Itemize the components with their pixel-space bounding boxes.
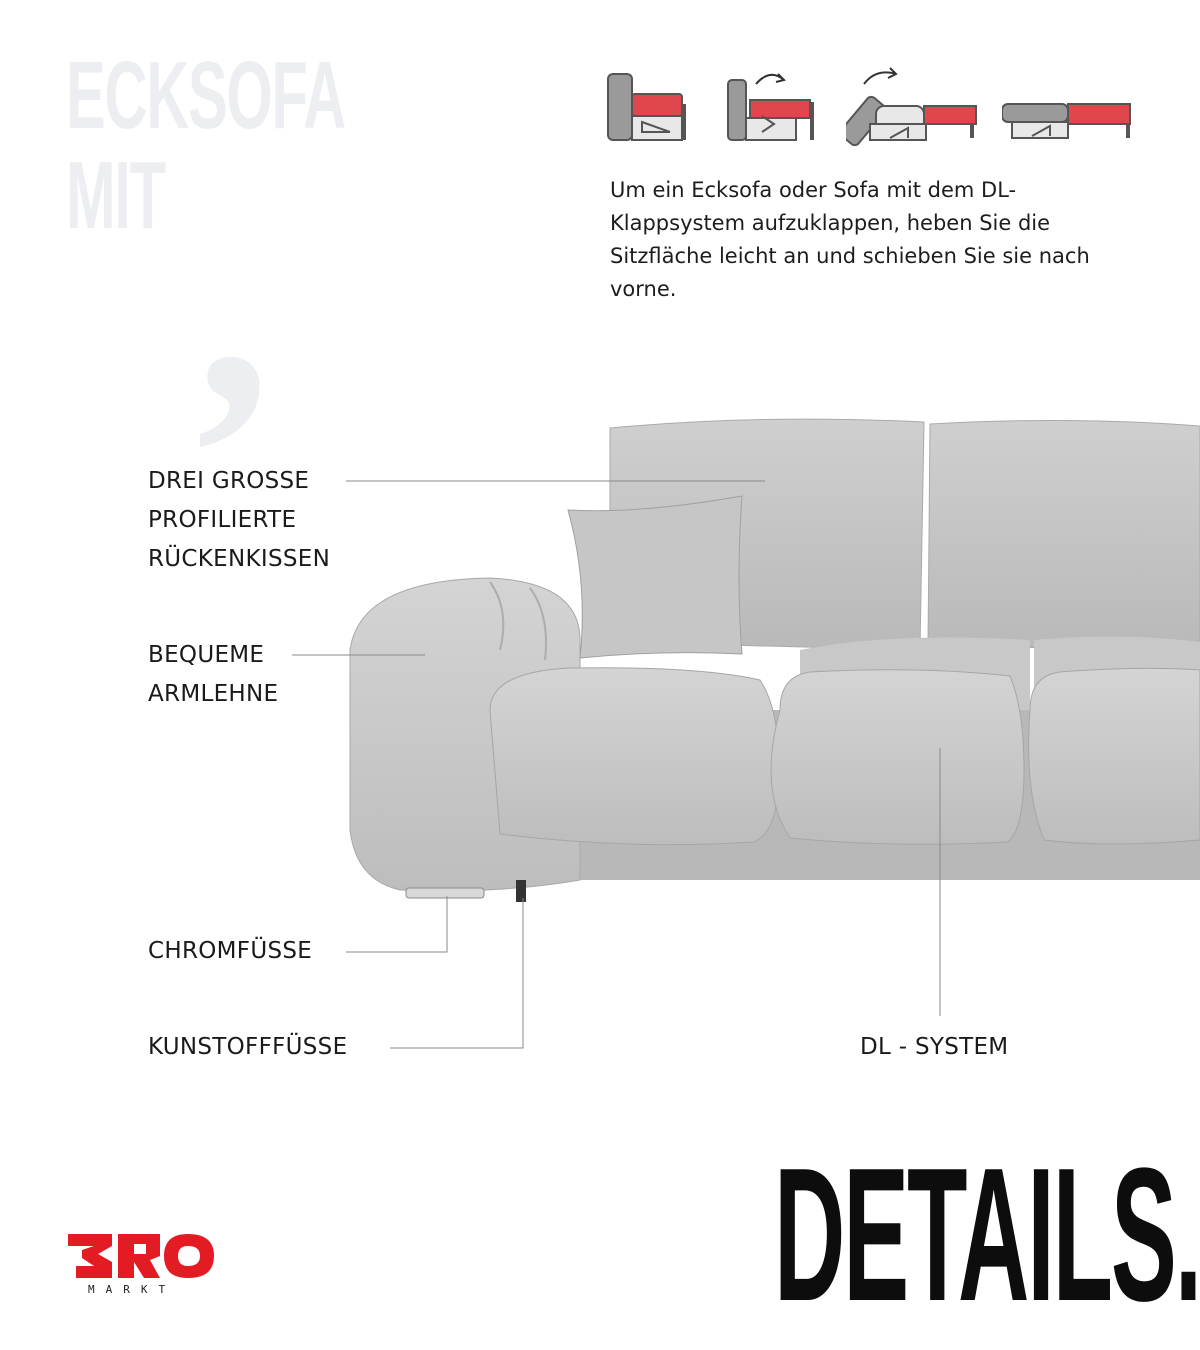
unfolding-steps: [604, 66, 1144, 150]
step-3-fold-back-icon: [846, 66, 986, 150]
headline-comma: ,: [196, 134, 271, 466]
callout-armrest-line-2: ARMLEHNE: [148, 681, 279, 707]
unfolding-description: Um ein Ecksofa oder Sofa mit dem DL-Klappsystem aufzuklappen, heben Sie die Sitzfläche leicht an und schieben Sie sie nach vorne.: [610, 178, 1090, 301]
step-4-bed-icon: [1002, 66, 1142, 150]
callout-plastic-feet: KUNSTOFFFÜSSE: [148, 1034, 348, 1060]
step-1-folded-icon: [604, 66, 744, 150]
headline-line-2: MIT: [66, 142, 165, 249]
details-title: DETAILS.: [774, 1129, 1200, 1341]
step-2-lift-seat-icon: [726, 66, 866, 150]
callout-armrest: [148, 636, 278, 714]
callout-back-cushions-line-3: RÜCKENKISSEN: [148, 546, 331, 572]
logo-subtitle: MARKT: [88, 1283, 177, 1296]
callout-back-cushions-line-2: PROFILIERTE: [148, 507, 297, 533]
headline-line-1: ECKSOFA: [66, 42, 346, 149]
callout-dl-system: DL - SYSTEM: [860, 1034, 1009, 1060]
callout-armrest-line-1: BEQUEME: [148, 642, 265, 668]
callout-back-cushions-line-1: DREI GROSSE: [148, 468, 310, 494]
callout-back-cushions: [148, 462, 330, 579]
sofa-image: [340, 410, 1200, 910]
callout-chrome-feet: CHROMFÜSSE: [148, 938, 313, 964]
